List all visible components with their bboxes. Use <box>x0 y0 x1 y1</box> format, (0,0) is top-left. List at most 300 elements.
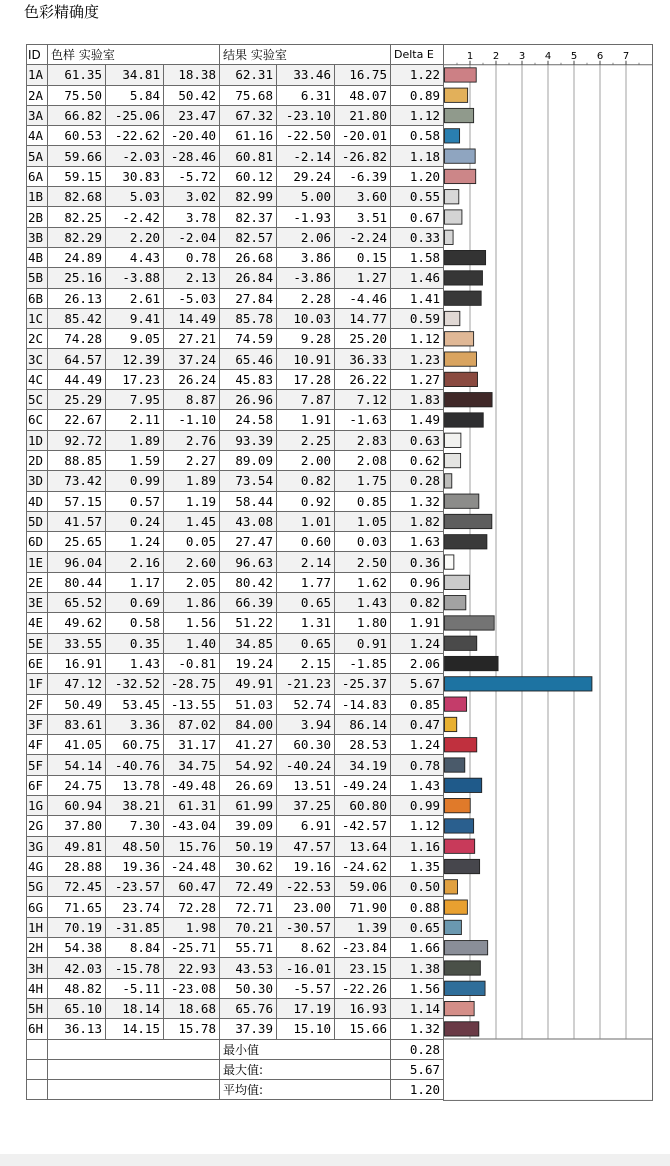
result-b: -22.26 <box>335 978 391 998</box>
row-id: 2B <box>27 207 48 227</box>
result-a: 17.28 <box>277 369 335 389</box>
summary-label: 最大值: <box>220 1059 391 1079</box>
result-b: 15.66 <box>335 1019 391 1039</box>
bar-6A <box>445 169 476 183</box>
sample-l: 54.14 <box>48 755 106 775</box>
result-l: 85.78 <box>220 308 277 328</box>
sample-b: -5.03 <box>164 288 220 308</box>
result-l: 73.54 <box>220 471 277 491</box>
sample-a: -32.52 <box>106 674 164 694</box>
sample-b: 15.76 <box>164 836 220 856</box>
result-a: 2.06 <box>277 227 335 247</box>
sample-b: -43.04 <box>164 816 220 836</box>
sample-b: -20.40 <box>164 126 220 146</box>
bar-4E <box>445 616 495 630</box>
sample-b: 1.98 <box>164 917 220 937</box>
result-b: 36.33 <box>335 349 391 369</box>
sample-a: 0.35 <box>106 633 164 653</box>
delta-e-value: 1.82 <box>391 511 444 531</box>
bar-4B <box>445 250 486 264</box>
table-row <box>27 329 444 349</box>
sample-b: 14.49 <box>164 308 220 328</box>
sample-a: 0.69 <box>106 593 164 613</box>
delta-e-value: 1.41 <box>391 288 444 308</box>
summary-label: 最小值 <box>220 1039 391 1059</box>
result-b: -24.62 <box>335 856 391 876</box>
sample-l: 82.29 <box>48 227 106 247</box>
result-a: 60.30 <box>277 735 335 755</box>
sample-a: 3.36 <box>106 714 164 734</box>
table-row <box>27 694 444 714</box>
result-l: 24.58 <box>220 410 277 430</box>
result-b: 0.03 <box>335 532 391 552</box>
sample-a: 9.05 <box>106 329 164 349</box>
sample-a: -15.78 <box>106 958 164 978</box>
bar-2D <box>445 453 461 467</box>
result-a: 5.00 <box>277 187 335 207</box>
row-id: 3A <box>27 105 48 125</box>
sample-l: 44.49 <box>48 369 106 389</box>
result-l: 45.83 <box>220 369 277 389</box>
sample-b: 31.17 <box>164 735 220 755</box>
row-id: 5C <box>27 390 48 410</box>
row-id: 5G <box>27 877 48 897</box>
table-row <box>27 308 444 328</box>
sample-l: 16.91 <box>48 653 106 673</box>
result-b: -14.83 <box>335 694 391 714</box>
result-l: 62.31 <box>220 65 277 85</box>
bar-6F <box>445 778 482 792</box>
bar-2B <box>445 210 462 224</box>
sample-l: 61.35 <box>48 65 106 85</box>
row-id: 1D <box>27 430 48 450</box>
delta-e-value: 1.38 <box>391 958 444 978</box>
table-row <box>27 613 444 633</box>
bar-1H <box>445 920 462 934</box>
table-row <box>27 856 444 876</box>
sample-b: 2.76 <box>164 430 220 450</box>
result-l: 66.39 <box>220 593 277 613</box>
result-a: -16.01 <box>277 958 335 978</box>
result-a: -3.86 <box>277 268 335 288</box>
bar-2H <box>445 941 488 955</box>
sample-a: 9.41 <box>106 308 164 328</box>
result-a: -22.53 <box>277 877 335 897</box>
delta-e-value: 1.22 <box>391 65 444 85</box>
header-id: ID <box>27 45 48 65</box>
sample-l: 42.03 <box>48 958 106 978</box>
row-id: 5D <box>27 511 48 531</box>
table-row <box>27 410 444 430</box>
sample-l: 85.42 <box>48 308 106 328</box>
x-tick-label: 5 <box>570 50 578 62</box>
bar-1F <box>445 677 592 691</box>
result-l: 30.62 <box>220 856 277 876</box>
bar-3H <box>445 961 481 975</box>
summary-value: 1.20 <box>391 1080 444 1100</box>
delta-e-value: 0.88 <box>391 897 444 917</box>
sample-a: 0.58 <box>106 613 164 633</box>
result-l: 82.99 <box>220 187 277 207</box>
sample-l: 83.61 <box>48 714 106 734</box>
bar-2A <box>445 88 468 102</box>
bar-2G <box>445 819 474 833</box>
bar-1C <box>445 311 460 325</box>
sample-b: 26.24 <box>164 369 220 389</box>
delta-e-value: 0.58 <box>391 126 444 146</box>
bar-5E <box>445 636 477 650</box>
table-row <box>27 877 444 897</box>
result-l: 61.16 <box>220 126 277 146</box>
table-row <box>27 288 444 308</box>
result-a: 6.31 <box>277 85 335 105</box>
result-a: 13.51 <box>277 775 335 795</box>
sample-b: -49.48 <box>164 775 220 795</box>
result-a: -40.24 <box>277 755 335 775</box>
bar-6E <box>445 656 499 670</box>
row-id: 1C <box>27 308 48 328</box>
sample-l: 50.49 <box>48 694 106 714</box>
row-id: 2A <box>27 85 48 105</box>
sample-l: 60.53 <box>48 126 106 146</box>
sample-b: -0.81 <box>164 653 220 673</box>
bar-6D <box>445 535 487 549</box>
result-a: 1.31 <box>277 613 335 633</box>
sample-a: 12.39 <box>106 349 164 369</box>
row-id: 4D <box>27 491 48 511</box>
table-row <box>27 65 444 85</box>
sample-b: 61.31 <box>164 795 220 815</box>
delta-e-value: 1.16 <box>391 836 444 856</box>
result-b: 25.20 <box>335 329 391 349</box>
result-b: 1.62 <box>335 572 391 592</box>
bar-4G <box>445 859 480 873</box>
result-b: -23.84 <box>335 938 391 958</box>
sample-a: 53.45 <box>106 694 164 714</box>
sample-b: 1.89 <box>164 471 220 491</box>
sample-a: 2.11 <box>106 410 164 430</box>
table-row <box>27 268 444 288</box>
result-a: 8.62 <box>277 938 335 958</box>
sample-a: 4.43 <box>106 247 164 267</box>
sample-l: 82.25 <box>48 207 106 227</box>
delta-e-value: 1.24 <box>391 633 444 653</box>
sample-l: 70.19 <box>48 917 106 937</box>
sample-l: 25.16 <box>48 268 106 288</box>
result-a: 37.25 <box>277 795 335 815</box>
sample-l: 59.15 <box>48 166 106 186</box>
table-row <box>27 552 444 572</box>
row-id: 5F <box>27 755 48 775</box>
sample-b: 2.27 <box>164 450 220 470</box>
sample-a: 13.78 <box>106 775 164 795</box>
result-b: 26.22 <box>335 369 391 389</box>
delta-e-value: 1.32 <box>391 491 444 511</box>
delta-e-value: 1.24 <box>391 735 444 755</box>
row-id: 5E <box>27 633 48 653</box>
sample-a: 2.16 <box>106 552 164 572</box>
summary-empty-cell <box>27 1080 48 1100</box>
result-b: -26.82 <box>335 146 391 166</box>
sample-l: 49.81 <box>48 836 106 856</box>
sample-a: 0.57 <box>106 491 164 511</box>
sample-a: 1.17 <box>106 572 164 592</box>
bottom-strip <box>0 1154 670 1166</box>
result-a: 17.19 <box>277 998 335 1018</box>
result-l: 70.21 <box>220 917 277 937</box>
delta-e-value: 1.20 <box>391 166 444 186</box>
delta-e-value: 1.43 <box>391 775 444 795</box>
delta-e-value: 0.55 <box>391 187 444 207</box>
bar-4C <box>445 372 478 386</box>
sample-a: 8.84 <box>106 938 164 958</box>
result-l: 75.68 <box>220 85 277 105</box>
table-row <box>27 247 444 267</box>
sample-b: 2.13 <box>164 268 220 288</box>
sample-b: 18.68 <box>164 998 220 1018</box>
row-id: 4F <box>27 735 48 755</box>
table-row <box>27 958 444 978</box>
sample-b: 50.42 <box>164 85 220 105</box>
row-id: 3H <box>27 958 48 978</box>
result-a: 47.57 <box>277 836 335 856</box>
delta-e-value: 1.18 <box>391 146 444 166</box>
result-b: 0.91 <box>335 633 391 653</box>
bar-5B <box>445 271 483 285</box>
sample-a: 5.03 <box>106 187 164 207</box>
result-a: 9.28 <box>277 329 335 349</box>
bar-2C <box>445 332 474 346</box>
sample-a: -25.06 <box>106 105 164 125</box>
summary-value: 0.28 <box>391 1039 444 1059</box>
sample-a: -2.03 <box>106 146 164 166</box>
sample-l: 64.57 <box>48 349 106 369</box>
sample-a: 14.15 <box>106 1019 164 1039</box>
sample-l: 41.05 <box>48 735 106 755</box>
sample-b: -25.71 <box>164 938 220 958</box>
sample-b: 60.47 <box>164 877 220 897</box>
table-row <box>27 146 444 166</box>
table-row <box>27 978 444 998</box>
delta-e-value: 1.63 <box>391 532 444 552</box>
sample-l: 41.57 <box>48 511 106 531</box>
result-l: 39.09 <box>220 816 277 836</box>
delta-e-value: 0.59 <box>391 308 444 328</box>
table-row <box>27 369 444 389</box>
table-row <box>27 390 444 410</box>
sample-l: 22.67 <box>48 410 106 430</box>
bar-2E <box>445 575 470 589</box>
bar-5F <box>445 758 465 772</box>
result-b: 0.15 <box>335 247 391 267</box>
summary-value: 5.67 <box>391 1059 444 1079</box>
result-l: 34.85 <box>220 633 277 653</box>
row-id: 2H <box>27 938 48 958</box>
delta-e-value: 0.28 <box>391 471 444 491</box>
sample-a: 5.84 <box>106 85 164 105</box>
result-l: 82.57 <box>220 227 277 247</box>
result-l: 60.12 <box>220 166 277 186</box>
result-b: 7.12 <box>335 390 391 410</box>
sample-a: -5.11 <box>106 978 164 998</box>
bar-1D <box>445 433 461 447</box>
result-a: 0.60 <box>277 532 335 552</box>
result-l: 43.53 <box>220 958 277 978</box>
result-a: -30.57 <box>277 917 335 937</box>
row-id: 3D <box>27 471 48 491</box>
result-b: -2.24 <box>335 227 391 247</box>
delta-e-value: 1.32 <box>391 1019 444 1039</box>
result-l: 60.81 <box>220 146 277 166</box>
result-l: 93.39 <box>220 430 277 450</box>
sample-b: 2.05 <box>164 572 220 592</box>
bar-5C <box>445 393 493 407</box>
row-id: 6H <box>27 1019 48 1039</box>
sample-l: 25.65 <box>48 532 106 552</box>
row-id: 3C <box>27 349 48 369</box>
result-b: 14.77 <box>335 308 391 328</box>
table-row <box>27 85 444 105</box>
table-row <box>27 775 444 795</box>
sample-l: 65.10 <box>48 998 106 1018</box>
result-b: -1.63 <box>335 410 391 430</box>
table-row <box>27 166 444 186</box>
result-b: 2.08 <box>335 450 391 470</box>
result-l: 67.32 <box>220 105 277 125</box>
result-b: 2.50 <box>335 552 391 572</box>
result-a: 2.14 <box>277 552 335 572</box>
summary-empty-cell <box>48 1039 220 1059</box>
result-l: 43.08 <box>220 511 277 531</box>
row-id: 3G <box>27 836 48 856</box>
result-b: 1.39 <box>335 917 391 937</box>
delta-e-value: 0.47 <box>391 714 444 734</box>
x-tick-label: 3 <box>518 50 526 62</box>
delta-e-value: 1.58 <box>391 247 444 267</box>
delta-e-value: 1.35 <box>391 856 444 876</box>
result-l: 51.22 <box>220 613 277 633</box>
row-id: 6D <box>27 532 48 552</box>
row-id: 1G <box>27 795 48 815</box>
sample-l: 88.85 <box>48 450 106 470</box>
table-row <box>27 572 444 592</box>
sample-a: 7.95 <box>106 390 164 410</box>
result-l: 51.03 <box>220 694 277 714</box>
sample-a: -2.42 <box>106 207 164 227</box>
delta-e-value: 5.67 <box>391 674 444 694</box>
result-l: 37.39 <box>220 1019 277 1039</box>
sample-b: -24.48 <box>164 856 220 876</box>
sample-b: 1.86 <box>164 593 220 613</box>
page-title: 色彩精确度 <box>24 3 100 21</box>
bar-3G <box>445 839 475 853</box>
result-b: 1.80 <box>335 613 391 633</box>
delta-e-value: 0.89 <box>391 85 444 105</box>
delta-e-value: 0.78 <box>391 755 444 775</box>
result-b: 34.19 <box>335 755 391 775</box>
delta-e-value: 1.12 <box>391 105 444 125</box>
sample-b: 15.78 <box>164 1019 220 1039</box>
result-b: 13.64 <box>335 836 391 856</box>
result-l: 72.49 <box>220 877 277 897</box>
bar-5D <box>445 514 492 528</box>
result-b: -20.01 <box>335 126 391 146</box>
result-b: -42.57 <box>335 816 391 836</box>
sample-b: 3.78 <box>164 207 220 227</box>
result-l: 58.44 <box>220 491 277 511</box>
x-tick-label: 2 <box>492 50 500 62</box>
bar-3F <box>445 717 457 731</box>
sample-a: 34.81 <box>106 65 164 85</box>
bar-5A <box>445 149 476 163</box>
result-l: 65.46 <box>220 349 277 369</box>
sample-l: 60.94 <box>48 795 106 815</box>
result-a: 10.91 <box>277 349 335 369</box>
result-l: 49.91 <box>220 674 277 694</box>
table-row <box>27 511 444 531</box>
delta-e-value: 0.99 <box>391 795 444 815</box>
result-a: 0.65 <box>277 633 335 653</box>
row-id: 2C <box>27 329 48 349</box>
result-a: 52.74 <box>277 694 335 714</box>
table-row <box>27 816 444 836</box>
sample-l: 65.52 <box>48 593 106 613</box>
result-a: 33.46 <box>277 65 335 85</box>
bar-3C <box>445 352 477 366</box>
sample-b: 0.05 <box>164 532 220 552</box>
sample-b: 1.40 <box>164 633 220 653</box>
delta-e-value: 1.12 <box>391 816 444 836</box>
result-b: 3.51 <box>335 207 391 227</box>
header-delta-e: Delta E <box>391 45 444 65</box>
sample-b: 1.19 <box>164 491 220 511</box>
bar-5G <box>445 880 458 894</box>
result-l: 80.42 <box>220 572 277 592</box>
delta-e-bar-chart <box>443 44 653 1102</box>
row-id: 2G <box>27 816 48 836</box>
delta-e-value: 0.50 <box>391 877 444 897</box>
row-id: 6E <box>27 653 48 673</box>
result-b: 16.93 <box>335 998 391 1018</box>
x-tick-label: 7 <box>622 50 630 62</box>
delta-e-value: 2.06 <box>391 653 444 673</box>
sample-l: 80.44 <box>48 572 106 592</box>
sample-a: 23.74 <box>106 897 164 917</box>
sample-l: 24.89 <box>48 247 106 267</box>
result-a: 0.65 <box>277 593 335 613</box>
table-row <box>27 1019 444 1039</box>
delta-e-value: 1.83 <box>391 390 444 410</box>
sample-b: -5.72 <box>164 166 220 186</box>
result-b: 1.43 <box>335 593 391 613</box>
summary-empty-cell <box>48 1080 220 1100</box>
bar-1A <box>445 68 477 82</box>
summary-empty-cell <box>27 1039 48 1059</box>
result-b: 0.85 <box>335 491 391 511</box>
result-l: 72.71 <box>220 897 277 917</box>
bar-6H <box>445 1022 479 1036</box>
sample-l: 47.12 <box>48 674 106 694</box>
sample-a: 2.20 <box>106 227 164 247</box>
result-a: -22.50 <box>277 126 335 146</box>
row-id: 4G <box>27 856 48 876</box>
result-l: 50.19 <box>220 836 277 856</box>
table-row <box>27 938 444 958</box>
color-accuracy-table <box>26 44 444 1100</box>
sample-a: -3.88 <box>106 268 164 288</box>
result-b: 1.05 <box>335 511 391 531</box>
result-a: -21.23 <box>277 674 335 694</box>
